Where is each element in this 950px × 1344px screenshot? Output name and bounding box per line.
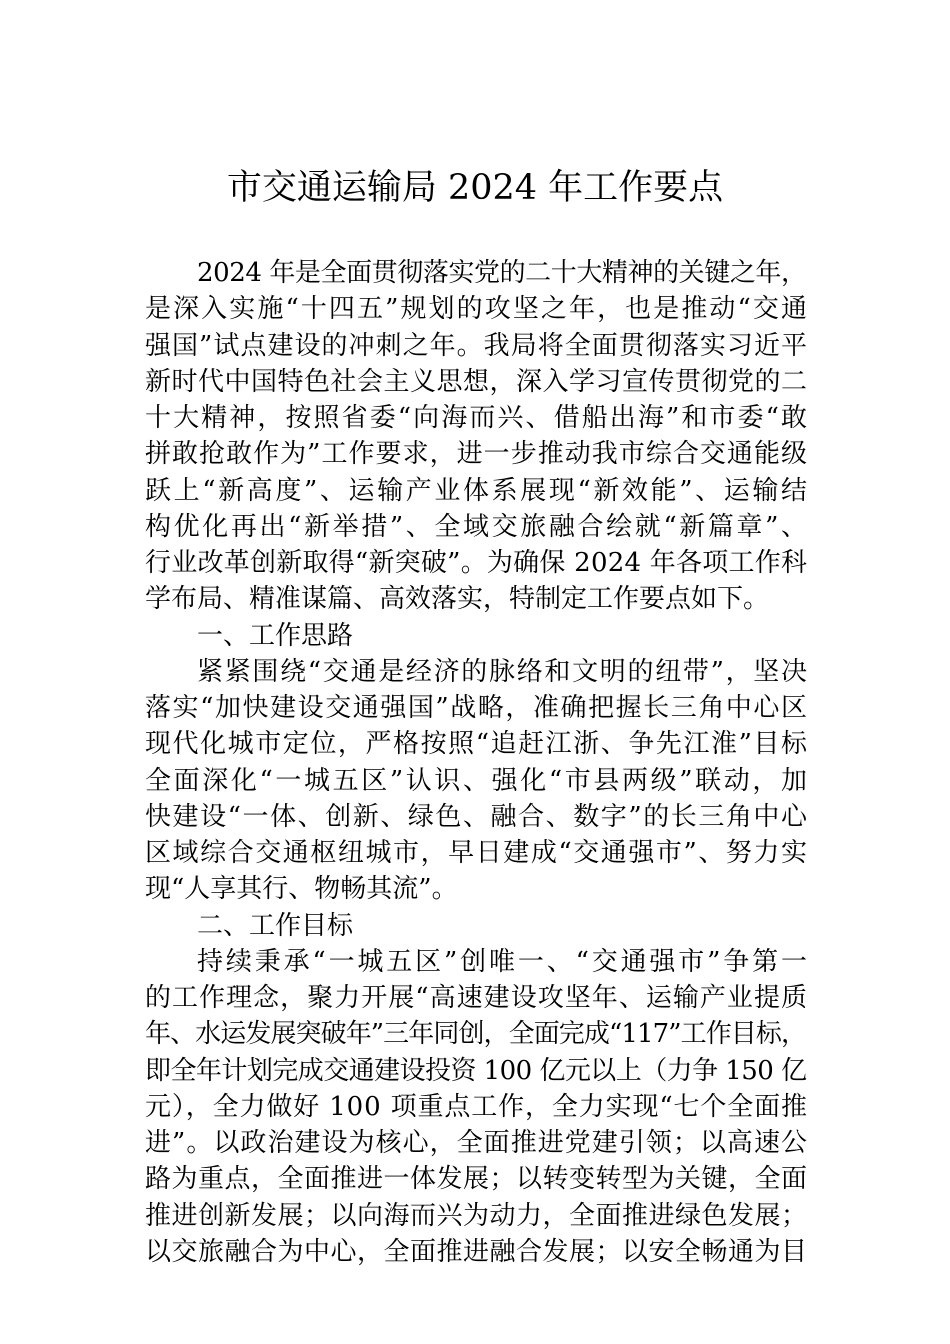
text-line: 跃上“新高度”、运输产业体系展现“新效能”、运输结 xyxy=(145,475,810,506)
text-line: 的工作理念，聚力开展“高速建设攻坚年、运输产业提质 xyxy=(145,983,809,1013)
text-line: 十大精神，按照省委“向海而兴、借船出海”和市委“敢 xyxy=(145,403,810,433)
text-line: 构优化再出“新举措”、全域交旅融合绘就“新篇章”、 xyxy=(145,511,810,542)
text-line: 元），全力做好 100 项重点工作，全力实现“七个全面推 xyxy=(145,1091,808,1122)
text-line: 二、工作目标 xyxy=(197,910,354,941)
document-title: 市交通运输局 2024 年工作要点 xyxy=(226,168,724,208)
text-line: 区域综合交通枢纽城市，早日建成“交通强市”、努力实 xyxy=(145,838,809,868)
text-line: 是深入实施“十四五”规划的攻坚之年，也是推动“交通 xyxy=(145,294,810,325)
text-line: 现代化城市定位，严格按照“追赶江浙、争先江淮”目标 xyxy=(145,729,809,760)
text-line: 强国”试点建设的冲刺之年。我局将全面贯彻落实习近平 xyxy=(145,330,809,361)
text-line: 快建设“一体、创新、绿色、融合、数字”的长三角中心 xyxy=(145,801,809,832)
document-body xyxy=(145,255,810,1270)
text-line: 行业改革创新取得“新突破”。为确保 2024 年各项工作科 xyxy=(145,548,808,578)
text-line: 推进创新发展；以向海而兴为动力，全面推进绿色发展； xyxy=(145,1200,808,1231)
text-line: 拼敢抢敢作为”工作要求，进一步推动我市综合交通能级 xyxy=(145,439,809,470)
text-line: 即全年计划完成交通建设投资 100 亿元以上（力争 150 亿 xyxy=(145,1055,807,1086)
text-line: 一、工作思路 xyxy=(197,620,354,651)
text-line: 新时代中国特色社会主义思想，深入学习宣传贯彻党的二 xyxy=(145,366,808,397)
text-line: 持续秉承“一城五区”创唯一、“交通强市”争第一 xyxy=(197,946,810,977)
text-line: 路为重点，全面推进一体发展；以转变转型为关键，全面 xyxy=(145,1164,808,1195)
text-line: 以交旅融合为中心，全面推进融合发展；以安全畅通为目 xyxy=(145,1236,808,1267)
text-line: 全面深化“一城五区”认识、强化“市县两级”联动，加 xyxy=(145,765,810,796)
text-line: 2024 年是全面贯彻落实党的二十大精神的关键之年， xyxy=(197,258,807,288)
text-line: 现“人享其行、物畅其流”。 xyxy=(145,874,458,905)
text-line: 年、水运发展突破年”三年同创，全面完成“117”工作目标， xyxy=(145,1019,807,1050)
text-line: 学布局、精准谋篇、高效落实，特制定工作要点如下。 xyxy=(145,584,770,615)
text-line: 进”。以政治建设为核心，全面推进党建引领；以高速公 xyxy=(145,1128,809,1158)
text-line: 落实“加快建设交通强国”战略，准确把握长三角中心区 xyxy=(145,693,809,723)
text-line: 紧紧围绕“交通是经济的脉络和文明的纽带”，坚决 xyxy=(197,656,809,687)
